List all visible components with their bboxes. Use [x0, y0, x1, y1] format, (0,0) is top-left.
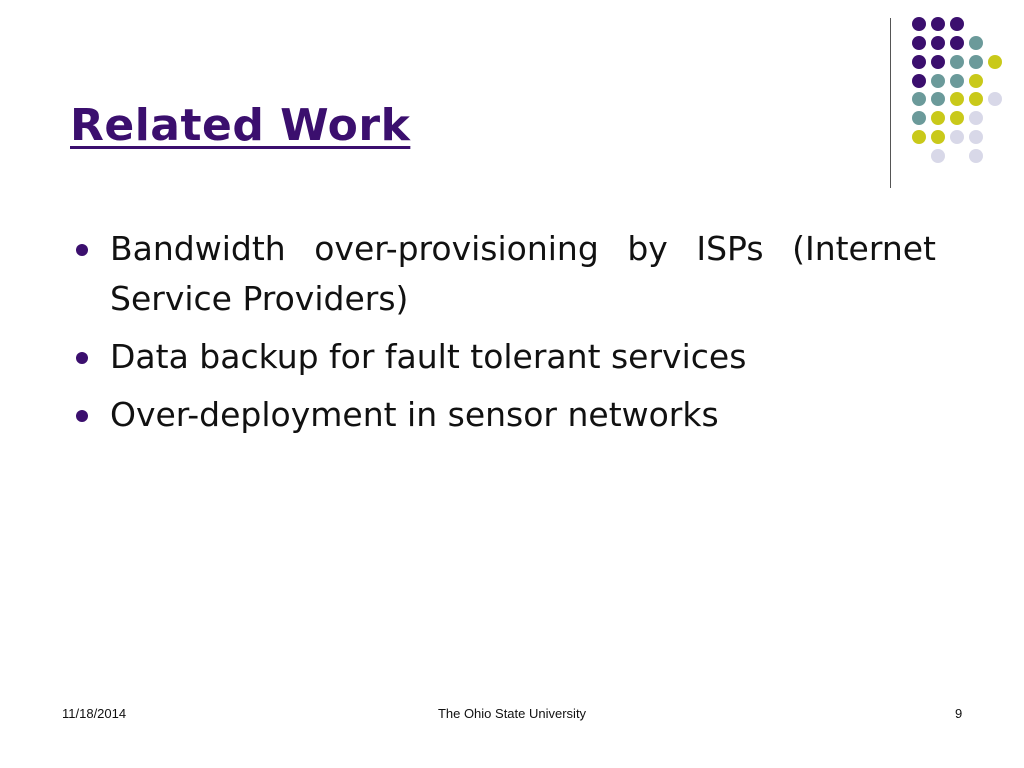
decorative-dot — [931, 55, 945, 69]
bullet-text: Bandwidth over-provisioning by ISPs (Internet Service Providers) — [110, 229, 936, 318]
decorative-dot — [912, 17, 926, 31]
decorative-dot — [912, 111, 926, 125]
decorative-dot — [931, 111, 945, 125]
decorative-dot — [988, 55, 1002, 69]
bullet-dot-icon — [76, 410, 88, 422]
decorative-dot — [969, 92, 983, 106]
decorative-dot — [950, 17, 964, 31]
footer-page-number: 9 — [955, 706, 963, 721]
decorative-dot — [950, 74, 964, 88]
decorative-dot — [950, 130, 964, 144]
decorative-dot — [931, 92, 945, 106]
decorative-dot — [931, 149, 945, 163]
decorative-dot — [931, 130, 945, 144]
footer-date: 11/18/2014 — [62, 706, 127, 721]
decorative-dot-grid — [0, 0, 1024, 200]
decorative-dot — [912, 36, 926, 50]
decorative-dot — [912, 74, 926, 88]
decorative-dot — [931, 74, 945, 88]
decorative-dot — [950, 36, 964, 50]
bullet-item — [70, 224, 936, 324]
bullet-dot-icon — [76, 352, 88, 364]
decorative-dot — [969, 74, 983, 88]
decorative-dot — [912, 55, 926, 69]
decorative-dot — [950, 111, 964, 125]
decorative-dot — [969, 149, 983, 163]
bullet-text: Data backup for fault tolerant services — [110, 337, 747, 376]
decorative-dot — [931, 36, 945, 50]
slide-title: Related Work — [70, 100, 411, 151]
decorative-dot — [969, 111, 983, 125]
bullet-dot-icon — [76, 244, 88, 256]
bullet-text: Over-deployment in sensor networks — [110, 395, 719, 434]
decorative-dot — [969, 36, 983, 50]
decorative-dot — [950, 92, 964, 106]
decorative-dot — [988, 92, 1002, 106]
footer-organization: The Ohio State University — [437, 706, 587, 721]
bullet-item — [70, 332, 936, 382]
decorative-dot — [969, 55, 983, 69]
decorative-dot — [969, 130, 983, 144]
bullet-item — [70, 390, 936, 440]
decorative-dot — [912, 130, 926, 144]
decorative-dot — [950, 55, 964, 69]
decorative-dot — [931, 17, 945, 31]
bullet-list — [70, 224, 936, 448]
decorative-dot — [912, 92, 926, 106]
